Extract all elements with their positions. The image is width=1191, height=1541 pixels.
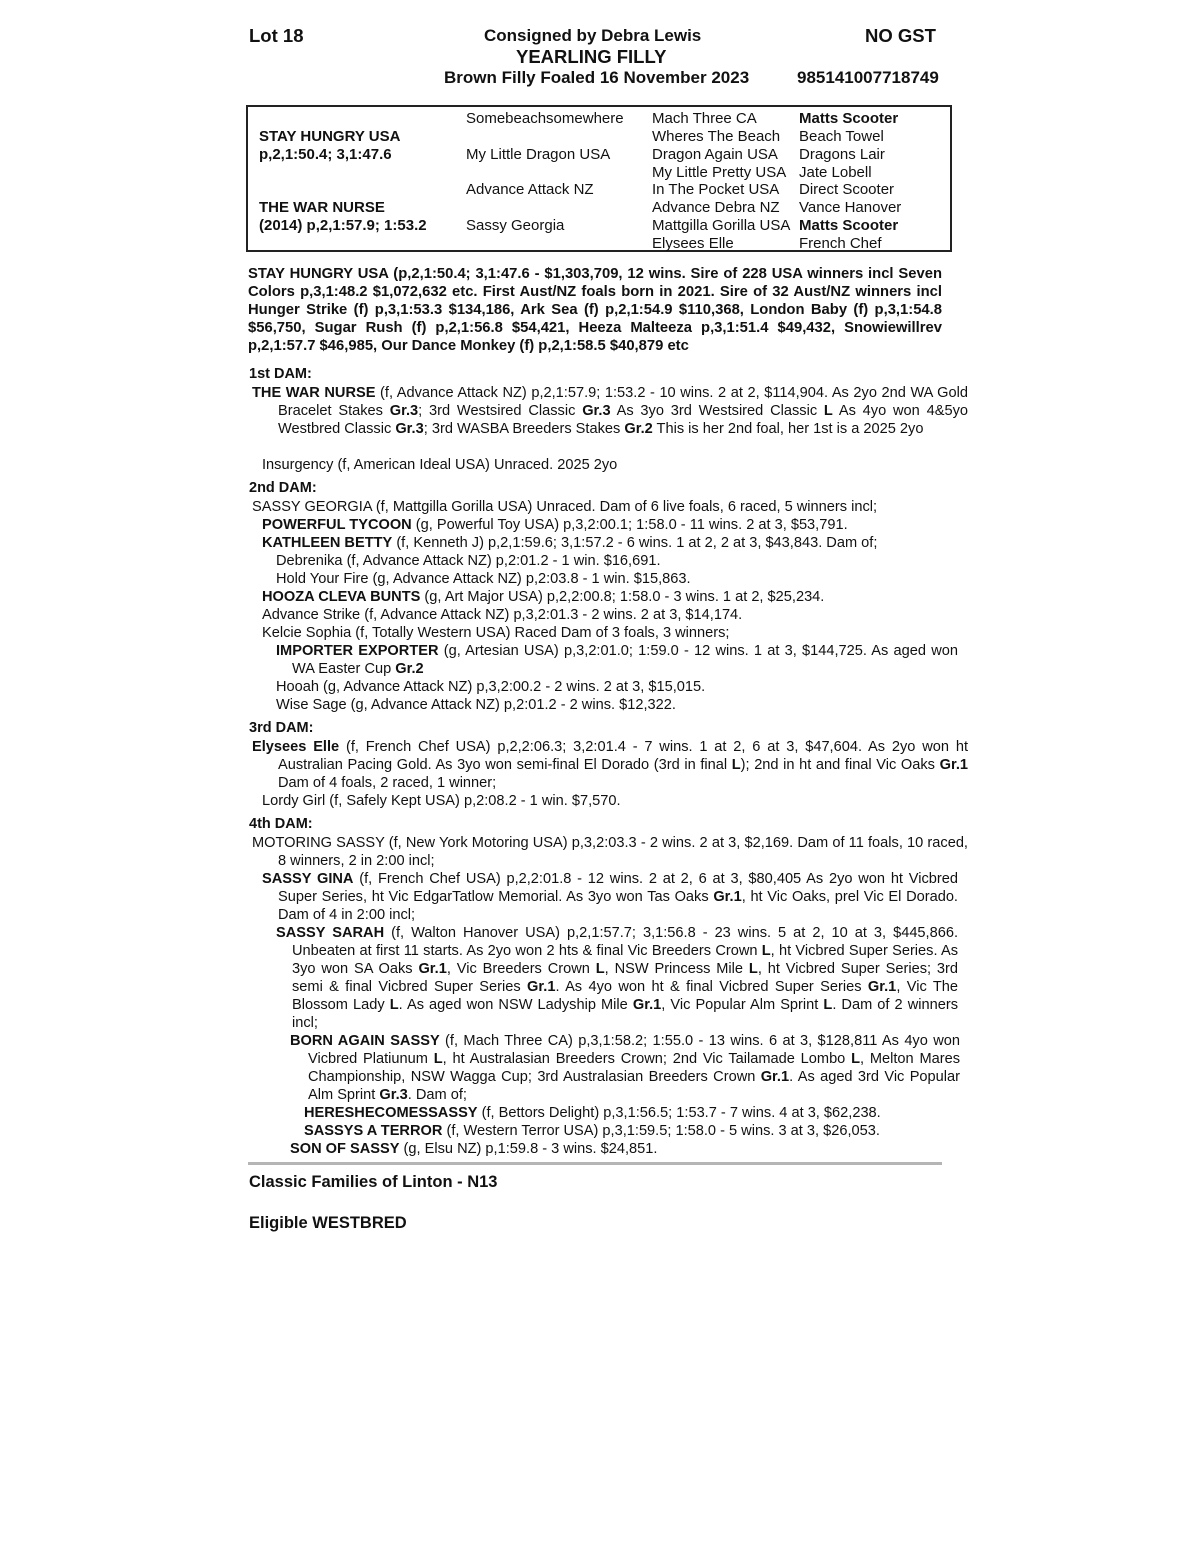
eligibility: Eligible WESTBRED <box>249 1214 407 1232</box>
pedigree-dssd: Vance Hanover <box>799 199 902 216</box>
consignor: Consigned by Debra Lewis <box>484 26 702 45</box>
pedigree-table <box>246 105 952 252</box>
progeny-entry: Advance Strike (f, Advance Attack NZ) p,3,2:01.3 - 2 wins. 2 at 3, $14,174. <box>262 607 743 623</box>
pedigree-ddd: Elysees Elle <box>652 235 734 252</box>
progeny-entry: SASSY GINA (f, French Chef USA) p,2,2:01.8 - 12 wins. 2 at 2, 6 at 3, $80,405 As 2yo won ht Vicbred Super Series, ht Vic EdgarTatlow Memorial. As 3yo won Tas Oaks Gr.1, ht Vic Oaks, prel Vic El Dorado. Dam of 4 in 2:00 incl; <box>262 871 958 923</box>
pedigree-sss: Mach Three CA <box>652 110 757 127</box>
pedigree-ddsd: French Chef <box>799 235 882 252</box>
progeny-entry: Hold Your Fire (g, Advance Attack NZ) p,2:03.8 - 1 win. $15,863. <box>276 571 691 587</box>
progeny-entry: BORN AGAIN SASSY (f, Mach Three CA) p,3,1:58.2; 1:55.0 - 13 wins. 6 at 3, $128,811 As 4yo won Vicbred Platiunum L, ht Australasian Breeders Crown; 2nd Vic Tailamade Lombo L, Melton Mares Championship, NSW Wagga Cup; 3rd Australasian Breeders Crown Gr.1. As aged 3rd Vic Popular Alm Sprint Gr.3. Dam of; <box>290 1033 961 1103</box>
pedigree-ds: Advance Attack NZ <box>466 181 594 198</box>
microchip-number: 985141007718749 <box>797 68 939 87</box>
progeny-entry: HOOZA CLEVA BUNTS (g, Art Major USA) p,2,2:00.8; 1:58.0 - 3 wins. 1 at 2, $25,234. <box>262 589 825 605</box>
pedigree-dam-name: THE WAR NURSE <box>259 199 385 216</box>
foaled-info: Brown Filly Foaled 16 November 2023 <box>444 68 750 87</box>
pedigree-dam-record: (2014) p,2,1:57.9; 1:53.2 <box>259 217 427 234</box>
fourth-dam-heading: 4th DAM: <box>249 816 313 832</box>
gst-status: NO GST <box>865 25 936 46</box>
family-line: Classic Families of Linton - N13 <box>249 1173 498 1191</box>
pedigree-ddss: Matts Scooter <box>799 217 899 234</box>
lot-number: Lot 18 <box>249 25 304 46</box>
pedigree-sssd: Beach Towel <box>799 128 884 145</box>
progeny-entry: Wise Sage (g, Advance Attack NZ) p,2:01.2 - 2 wins. $12,322. <box>276 697 676 713</box>
progeny-entry: SON OF SASSY (g, Elsu NZ) p,1:59.8 - 3 wins. $24,851. <box>290 1141 658 1157</box>
progeny-entry: KATHLEEN BETTY (f, Kenneth J) p,2,1:59.6; 3,1:57.2 - 6 wins. 1 at 2, 2 at 3, $43,843. Dam of; <box>262 535 878 551</box>
pedigree-ssds: Dragons Lair <box>799 146 885 163</box>
progeny-entry: IMPORTER EXPORTER (g, Artesian USA) p,3,2:01.0; 1:59.0 - 12 wins. 1 at 3, $144,725. As aged won WA Easter Cup Gr.2 <box>276 643 958 677</box>
pedigree-dd: Sassy Georgia <box>466 217 565 234</box>
pedigree-sds: Dragon Again USA <box>652 146 778 163</box>
insurgency-entry: Insurgency (f, American Ideal USA) Unraced. 2025 2yo <box>262 457 618 473</box>
pedigree-sd: My Little Dragon USA <box>466 146 611 163</box>
progeny-entry: Lordy Girl (f, Safely Kept USA) p,2:08.2 - 1 win. $7,570. <box>262 793 621 809</box>
second-dam-heading: 2nd DAM: <box>249 480 317 496</box>
pedigree-dss: In The Pocket USA <box>652 181 780 198</box>
fourth-dam-intro: MOTORING SASSY (f, New York Motoring USA) p,3,2:03.3 - 2 wins. 2 at 3, $2,169. Dam of 11 foals, 10 raced, 8 winners, 2 in 2:00 incl; <box>252 835 968 869</box>
pedigree-dsss: Direct Scooter <box>799 181 895 198</box>
section-divider <box>248 1162 942 1165</box>
pedigree-ssss: Matts Scooter <box>799 110 899 127</box>
progeny-entry: POWERFUL TYCOON (g, Powerful Toy USA) p,3,2:00.1; 1:58.0 - 11 wins. 2 at 3, $53,791. <box>262 517 848 533</box>
progeny-entry: SASSY SARAH (f, Walton Hanover USA) p,2,1:57.7; 3,1:56.8 - 23 wins. 5 at 2, 10 at 3, $445,866. Unbeaten at first 11 starts. As 2yo won 2 hts & final Vic Breeders Crown L, ht Vicbred Super Series. As 3yo won SA Oaks Gr.1, Vic Breeders Crown L, NSW Princess Mile L, ht Vicbred Super Series; 3rd semi & final Vicbred Super Series Gr.1. As 4yo won ht & final Vicbred Super Series Gr.1, Vic The Blossom Lady L. As aged won NSW Ladyship Mile Gr.1, Vic Popular Alm Sprint L. Dam of 2 winners incl; <box>276 925 959 1031</box>
pedigree-sire-name: STAY HUNGRY USA <box>259 128 401 145</box>
third-dam-entry: Elysees Elle (f, French Chef USA) p,2,2:06.3; 3,2:01.4 - 7 wins. 1 at 2, 6 at 3, $47,604. As 2yo won ht Australian Pacing Gold. As 3yo won semi-final El Dorado (3rd in final L); 2nd in ht and final Vic Oaks Gr.1 Dam of 4 foals, 2 raced, 1 winner; <box>252 739 969 791</box>
progeny-entry: Kelcie Sophia (f, Totally Western USA) Raced Dam of 3 foals, 3 winners; <box>262 625 730 641</box>
pedigree-ssd: Wheres The Beach <box>652 128 781 145</box>
pedigree-ss: Somebeachsomewhere <box>466 110 624 127</box>
dam-name: THE WAR NURSE <box>252 385 376 401</box>
horse-type: YEARLING FILLY <box>516 46 667 67</box>
first-dam-entry: THE WAR NURSE (f, Advance Attack NZ) p,2,1:57.9; 1:53.2 - 10 wins. 2 at 2, $114,904. As 2yo 2nd WA Gold Bracelet Stakes Gr.3; 3rd Westsired Classic Gr.3 As 3yo 3rd Westsired Classic L As 4yo won 4&5yo Westbred Classic Gr.3; 3rd WASBA Breeders Stakes Gr.2 This is her 2nd foal, her 1st is a 2025 2yo <box>252 385 968 437</box>
second-dam-intro: SASSY GEORGIA (f, Mattgilla Gorilla USA) Unraced. Dam of 6 live foals, 6 raced, 5 winners incl; <box>252 499 878 515</box>
pedigree-sdd: My Little Pretty USA <box>652 164 787 181</box>
pedigree-dsd: Advance Debra NZ <box>652 199 780 216</box>
third-dam-heading: 3rd DAM: <box>249 720 314 736</box>
progeny-entry: Hooah (g, Advance Attack NZ) p,3,2:00.2 - 2 wins. 2 at 3, $15,015. <box>276 679 706 695</box>
progeny-entry: SASSYS A TERROR (f, Western Terror USA) p,3,1:59.5; 1:58.0 - 5 wins. 3 at 3, $26,053. <box>304 1123 880 1139</box>
pedigree-dds: Mattgilla Gorilla USA <box>652 217 791 234</box>
sire-summary: STAY HUNGRY USA (p,2,1:50.4; 3,1:47.6 - $1,303,709, 12 wins. Sire of 228 USA winners incl Seven Colors p,3,1:48.2 $1,072,632 etc. First Aust/NZ foals born in 2021. Sire of 32 Aust/NZ winners incl Hunger Strike (f) p,3,1:53.3 $134,186, Ark Sea (f) p,2,1:54.9 $110,368, London Baby (f) p,3,1:54.8 $56,750, Sugar Rush (f) p,2,1:56.8 $54,421, Heeza Malteeza p,3,1:51.4 $49,432, Snowiewillrev p,2,1:57.7 $46,985, Our Dance Monkey (f) p,2,1:58.5 $40,879 etc <box>248 266 942 354</box>
first-dam-heading: 1st DAM: <box>249 366 312 382</box>
progeny-entry: HERESHECOMESSASSY (f, Bettors Delight) p,3,1:56.5; 1:53.7 - 7 wins. 4 at 3, $62,238. <box>304 1105 881 1121</box>
pedigree-sire-record: p,2,1:50.4; 3,1:47.6 <box>259 146 392 163</box>
pedigree-ssdd: Jate Lobell <box>799 164 872 181</box>
progeny-entry: Debrenika (f, Advance Attack NZ) p,2:01.2 - 1 win. $16,691. <box>276 553 661 569</box>
